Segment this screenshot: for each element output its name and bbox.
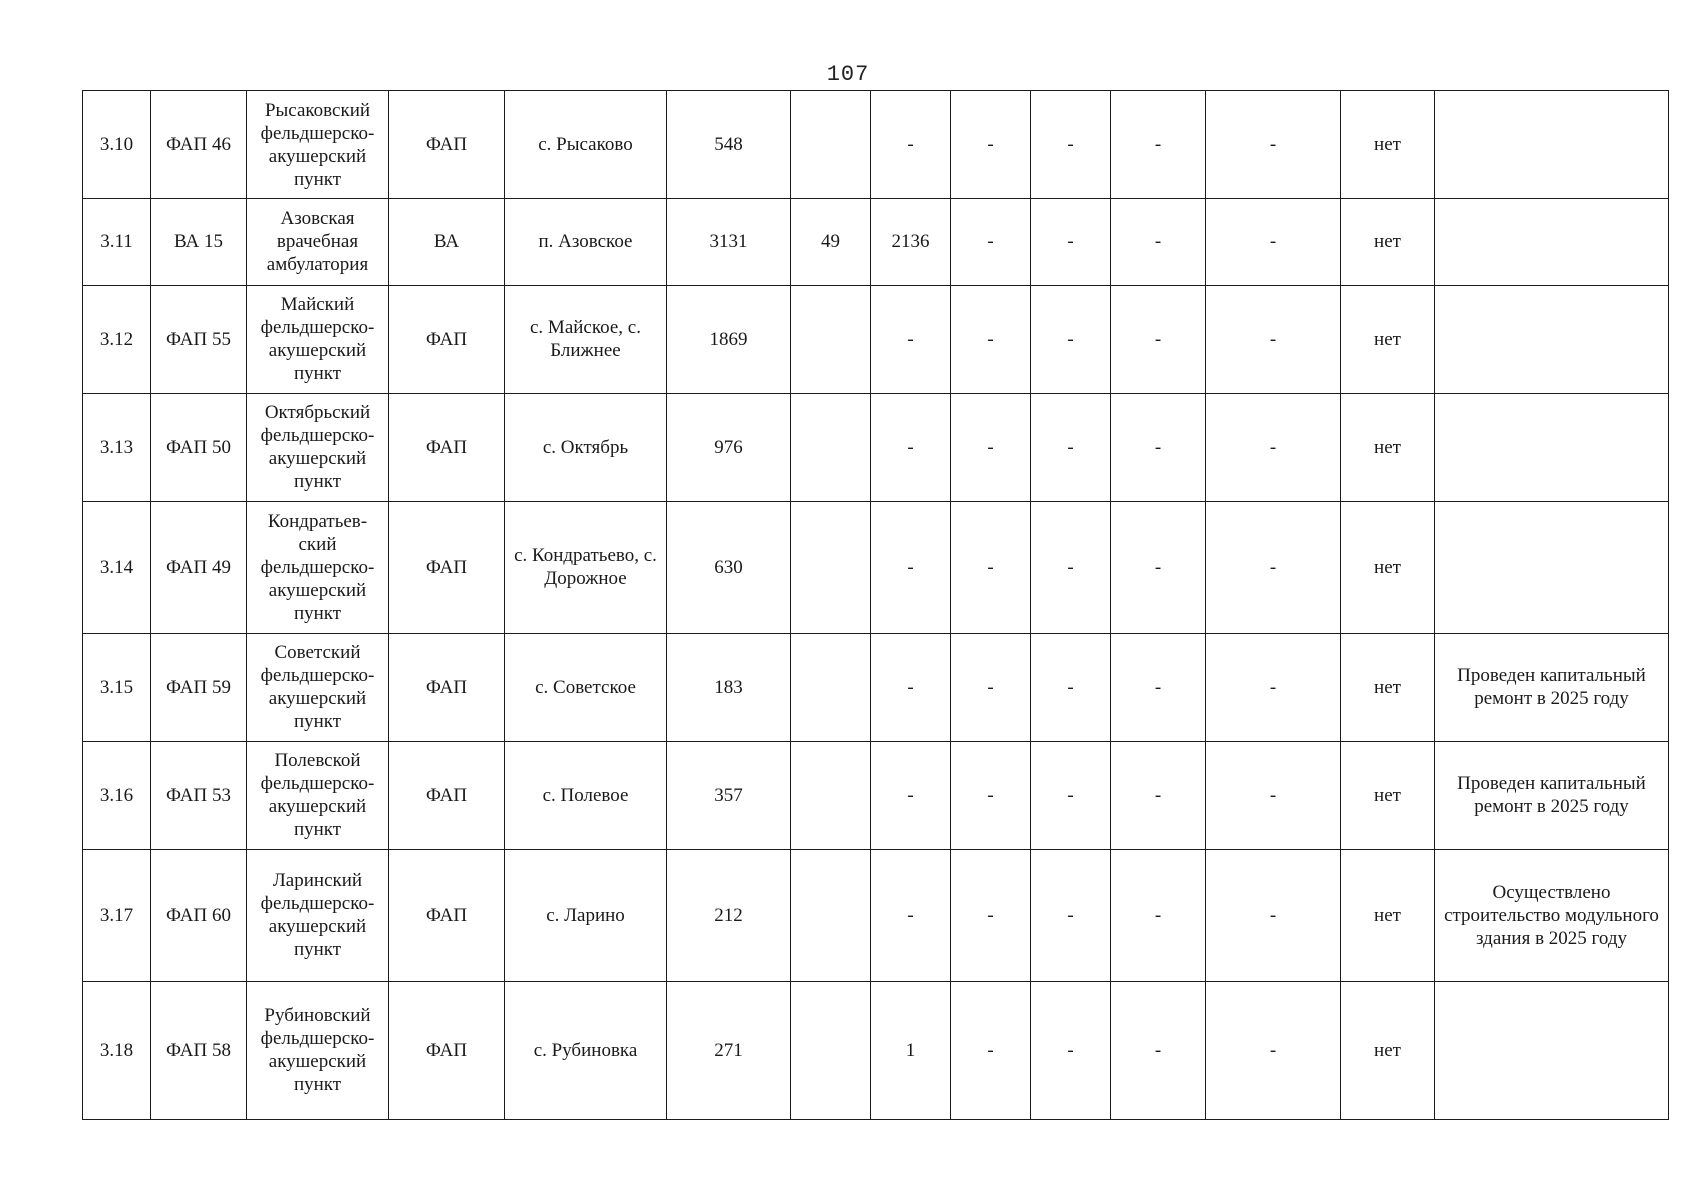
column-11-cell: -: [1111, 285, 1206, 393]
column-7-cell: [791, 91, 871, 199]
column-11-cell: -: [1111, 501, 1206, 633]
column-10-cell: -: [1031, 91, 1111, 199]
note-cell: [1435, 91, 1669, 199]
column-12-cell: -: [1206, 393, 1341, 501]
column-12-cell: -: [1206, 741, 1341, 849]
facility-type-cell: ВА: [389, 199, 505, 285]
column-11-cell: -: [1111, 199, 1206, 285]
column-10-cell: -: [1031, 981, 1111, 1119]
facility-name-cell: Полевской фельдшерско-акушерский пункт: [247, 741, 389, 849]
column-11-cell: -: [1111, 393, 1206, 501]
column-10-cell: -: [1031, 849, 1111, 981]
table-row: [83, 981, 1669, 1119]
population-cell: 271: [667, 981, 791, 1119]
column-13-cell: нет: [1341, 741, 1435, 849]
population-cell: 630: [667, 501, 791, 633]
column-7-cell: [791, 849, 871, 981]
row-number-cell: 3.16: [83, 741, 151, 849]
facility-table: [82, 90, 1669, 1120]
settlement-cell: с. Рубиновка: [505, 981, 667, 1119]
column-9-cell: -: [951, 393, 1031, 501]
note-cell: [1435, 981, 1669, 1119]
facility-name-cell: Рысаковский фельдшерско-акушерский пункт: [247, 91, 389, 199]
column-13-cell: нет: [1341, 981, 1435, 1119]
row-number-cell: 3.17: [83, 849, 151, 981]
facility-type-cell: ФАП: [389, 91, 505, 199]
settlement-cell: п. Азовское: [505, 199, 667, 285]
column-7-cell: [791, 633, 871, 741]
settlement-cell: с. Советское: [505, 633, 667, 741]
facility-name-cell: Рубиновский фельдшерско-акушерский пункт: [247, 981, 389, 1119]
column-8-cell: -: [871, 633, 951, 741]
population-cell: 357: [667, 741, 791, 849]
column-10-cell: -: [1031, 285, 1111, 393]
facility-code-cell: ФАП 46: [151, 91, 247, 199]
column-13-cell: нет: [1341, 393, 1435, 501]
row-number-cell: 3.12: [83, 285, 151, 393]
column-9-cell: -: [951, 849, 1031, 981]
settlement-cell: с. Полевое: [505, 741, 667, 849]
facility-code-cell: ФАП 58: [151, 981, 247, 1119]
column-8-cell: 2136: [871, 199, 951, 285]
column-9-cell: -: [951, 91, 1031, 199]
column-11-cell: -: [1111, 981, 1206, 1119]
column-13-cell: нет: [1341, 199, 1435, 285]
note-cell: [1435, 393, 1669, 501]
population-cell: 183: [667, 633, 791, 741]
column-9-cell: -: [951, 285, 1031, 393]
table-row: [83, 741, 1669, 849]
facility-name-cell: Майский фельдшерско-акушерский пункт: [247, 285, 389, 393]
settlement-cell: с. Кондратьево, с. Дорожное: [505, 501, 667, 633]
table-row: [83, 501, 1669, 633]
column-7-cell: [791, 285, 871, 393]
row-number-cell: 3.15: [83, 633, 151, 741]
row-number-cell: 3.18: [83, 981, 151, 1119]
column-12-cell: -: [1206, 501, 1341, 633]
population-cell: 212: [667, 849, 791, 981]
column-9-cell: -: [951, 633, 1031, 741]
settlement-cell: с. Рысаково: [505, 91, 667, 199]
column-9-cell: -: [951, 741, 1031, 849]
column-8-cell: -: [871, 91, 951, 199]
facility-type-cell: ФАП: [389, 741, 505, 849]
note-cell: Проведен капитальный ремонт в 2025 году: [1435, 633, 1669, 741]
table-row: [83, 393, 1669, 501]
column-7-cell: [791, 981, 871, 1119]
column-8-cell: -: [871, 393, 951, 501]
column-13-cell: нет: [1341, 91, 1435, 199]
facility-type-cell: ФАП: [389, 393, 505, 501]
note-cell: [1435, 285, 1669, 393]
column-11-cell: -: [1111, 91, 1206, 199]
facility-name-cell: Октябрьский фельдшерско-акушерский пункт: [247, 393, 389, 501]
facility-type-cell: ФАП: [389, 981, 505, 1119]
page-number: 107: [826, 62, 870, 87]
column-9-cell: -: [951, 501, 1031, 633]
note-cell: Осуществлено строительство модульного здания в 2025 году: [1435, 849, 1669, 981]
column-13-cell: нет: [1341, 285, 1435, 393]
facility-name-cell: Ларинский фельдшерско-акушерский пункт: [247, 849, 389, 981]
row-number-cell: 3.14: [83, 501, 151, 633]
facility-name-cell: Азовская врачебная амбулатория: [247, 199, 389, 285]
facility-type-cell: ФАП: [389, 501, 505, 633]
row-number-cell: 3.11: [83, 199, 151, 285]
facility-code-cell: ФАП 59: [151, 633, 247, 741]
row-number-cell: 3.10: [83, 91, 151, 199]
column-8-cell: -: [871, 285, 951, 393]
population-cell: 548: [667, 91, 791, 199]
column-7-cell: 49: [791, 199, 871, 285]
row-number-cell: 3.13: [83, 393, 151, 501]
column-8-cell: -: [871, 741, 951, 849]
population-cell: 3131: [667, 199, 791, 285]
facility-name-cell: Кондратьев-ский фельдшерско-акушерский пункт: [247, 501, 389, 633]
column-10-cell: -: [1031, 393, 1111, 501]
facility-code-cell: ФАП 50: [151, 393, 247, 501]
column-9-cell: -: [951, 981, 1031, 1119]
column-10-cell: -: [1031, 501, 1111, 633]
column-13-cell: нет: [1341, 633, 1435, 741]
facility-code-cell: ФАП 49: [151, 501, 247, 633]
note-cell: [1435, 501, 1669, 633]
column-12-cell: -: [1206, 199, 1341, 285]
population-cell: 976: [667, 393, 791, 501]
column-12-cell: -: [1206, 91, 1341, 199]
column-8-cell: -: [871, 849, 951, 981]
column-10-cell: -: [1031, 199, 1111, 285]
facility-type-cell: ФАП: [389, 285, 505, 393]
facility-code-cell: ФАП 55: [151, 285, 247, 393]
settlement-cell: с. Октябрь: [505, 393, 667, 501]
table-body: [83, 91, 1669, 1120]
settlement-cell: с. Майское, с. Ближнее: [505, 285, 667, 393]
column-12-cell: -: [1206, 285, 1341, 393]
column-12-cell: -: [1206, 981, 1341, 1119]
facility-name-cell: Советский фельдшерско-акушерский пункт: [247, 633, 389, 741]
table-row: [83, 849, 1669, 981]
facility-code-cell: ВА 15: [151, 199, 247, 285]
facility-type-cell: ФАП: [389, 849, 505, 981]
column-11-cell: -: [1111, 849, 1206, 981]
column-10-cell: -: [1031, 633, 1111, 741]
table-row: [83, 91, 1669, 199]
note-cell: Проведен капитальный ремонт в 2025 году: [1435, 741, 1669, 849]
column-12-cell: -: [1206, 633, 1341, 741]
column-7-cell: [791, 393, 871, 501]
facility-type-cell: ФАП: [389, 633, 505, 741]
column-7-cell: [791, 741, 871, 849]
settlement-cell: с. Ларино: [505, 849, 667, 981]
facility-code-cell: ФАП 60: [151, 849, 247, 981]
column-7-cell: [791, 501, 871, 633]
column-10-cell: -: [1031, 741, 1111, 849]
column-11-cell: -: [1111, 633, 1206, 741]
column-8-cell: 1: [871, 981, 951, 1119]
table-row: [83, 199, 1669, 285]
population-cell: 1869: [667, 285, 791, 393]
column-13-cell: нет: [1341, 501, 1435, 633]
column-12-cell: -: [1206, 849, 1341, 981]
table-row: [83, 285, 1669, 393]
table-row: [83, 633, 1669, 741]
note-cell: [1435, 199, 1669, 285]
column-13-cell: нет: [1341, 849, 1435, 981]
column-9-cell: -: [951, 199, 1031, 285]
column-11-cell: -: [1111, 741, 1206, 849]
facility-code-cell: ФАП 53: [151, 741, 247, 849]
facility-table-container: [82, 90, 1668, 1120]
column-8-cell: -: [871, 501, 951, 633]
